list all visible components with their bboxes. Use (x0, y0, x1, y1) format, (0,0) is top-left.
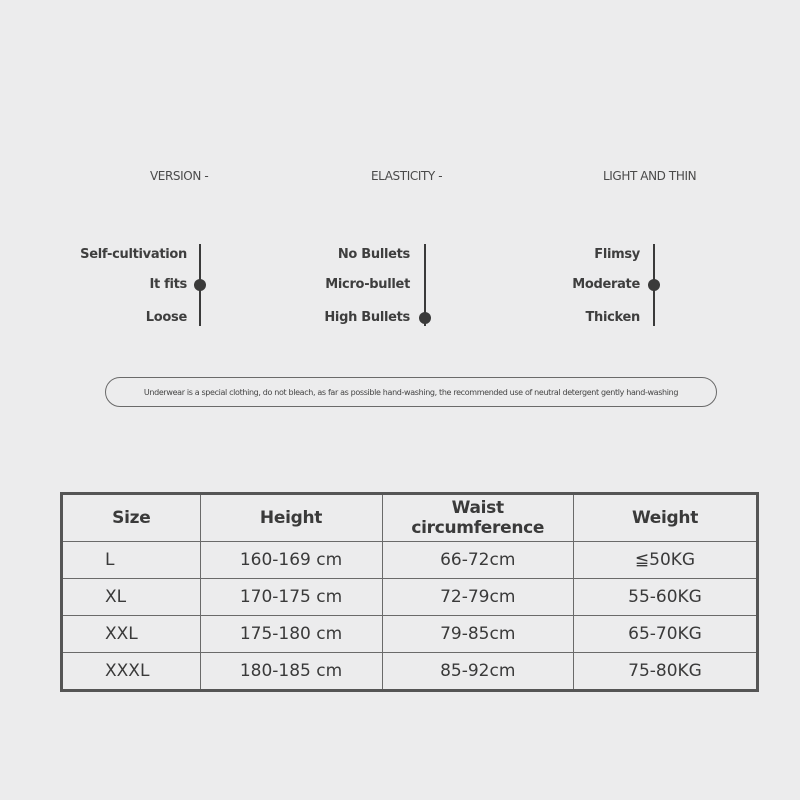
waist-cell: 66-72cm (382, 542, 573, 579)
table-header-row (62, 494, 758, 542)
height-cell: 170-175 cm (200, 579, 382, 616)
elasticity-title: ELASTICITY - (371, 169, 443, 183)
version-selected-marker (194, 279, 206, 291)
header-height: Height (200, 494, 382, 542)
version-option-loose: Loose (145, 310, 187, 325)
header-waist-circumference: Waist circumference (382, 494, 573, 542)
elasticity-scale (280, 244, 440, 328)
version-option-self-cultivation: Self-cultivation (80, 247, 187, 262)
table-row (62, 653, 758, 691)
header-size: Size (62, 494, 201, 542)
size-cell: XL (62, 579, 201, 616)
care-notice: Underwear is a special clothing, do not bleach, as far as possible hand-washing, the recommended use of neutral detergent gently hand-washing (105, 377, 717, 407)
size-cell: XXL (62, 616, 201, 653)
table-row (62, 616, 758, 653)
height-cell: 160-169 cm (200, 542, 382, 579)
height-cell: 180-185 cm (200, 653, 382, 691)
thickness-option-thicken: Thicken (585, 310, 640, 325)
size-cell: XXXL (62, 653, 201, 691)
version-title: VERSION - (150, 169, 209, 183)
elasticity-option-micro-bullet: Micro-bullet (325, 277, 410, 292)
thickness-option-moderate: Moderate (572, 277, 640, 292)
version-scale (60, 244, 210, 328)
waist-cell: 85-92cm (382, 653, 573, 691)
light-and-thin-scale (560, 244, 670, 328)
elasticity-option-no-bullets: No Bullets (337, 247, 410, 262)
size-cell: L (62, 542, 201, 579)
elasticity-option-high-bullets: High Bullets (324, 310, 410, 325)
thickness-option-flimsy: Flimsy (594, 247, 640, 262)
weight-cell: ≦50KG (573, 542, 757, 579)
light-and-thin-title: LIGHT AND THIN (603, 169, 697, 183)
waist-cell: 72-79cm (382, 579, 573, 616)
thickness-selected-marker (648, 279, 660, 291)
elasticity-selected-marker (419, 312, 431, 324)
table-row (62, 542, 758, 579)
size-table (60, 492, 759, 692)
height-cell: 175-180 cm (200, 616, 382, 653)
waist-cell: 79-85cm (382, 616, 573, 653)
version-option-it-fits: It fits (149, 277, 187, 292)
table-row (62, 579, 758, 616)
header-weight: Weight (573, 494, 757, 542)
weight-cell: 55-60KG (573, 579, 757, 616)
weight-cell: 65-70KG (573, 616, 757, 653)
weight-cell: 75-80KG (573, 653, 757, 691)
